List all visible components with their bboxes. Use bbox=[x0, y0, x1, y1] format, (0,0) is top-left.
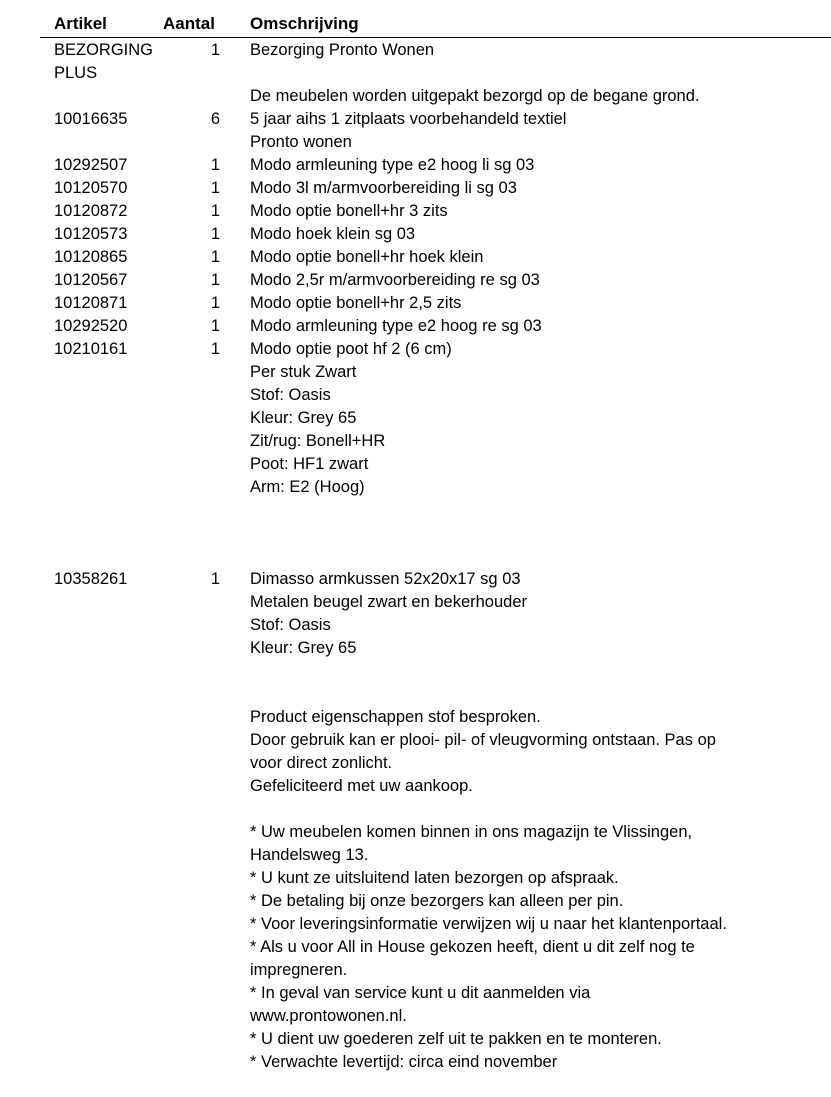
notes-block bbox=[0, 706, 831, 1074]
table-row bbox=[0, 246, 831, 269]
description-line: Poot: HF1 zwart bbox=[250, 455, 369, 473]
quantity: 1 bbox=[210, 248, 220, 266]
table-row bbox=[0, 568, 831, 660]
description-line: Per stuk Zwart bbox=[250, 363, 357, 381]
header-aantal: Aantal bbox=[163, 14, 215, 33]
table-row bbox=[0, 154, 831, 177]
description-line: Modo optie poot hf 2 (6 cm) bbox=[250, 340, 452, 358]
quantity: 1 bbox=[210, 271, 220, 289]
table-row bbox=[0, 315, 831, 338]
bullet-line: * Uw meubelen komen binnen in ons magazijn te Vlissingen, bbox=[250, 823, 693, 841]
description-line: Modo optie bonell+hr 2,5 zits bbox=[250, 294, 462, 312]
spacer bbox=[0, 545, 831, 568]
table-row bbox=[0, 200, 831, 223]
quantity: 1 bbox=[210, 340, 220, 358]
article-code: 10120573 bbox=[54, 225, 128, 243]
header-divider bbox=[40, 37, 831, 38]
note-line: voor direct zonlicht. bbox=[250, 754, 393, 772]
description-line: Modo 3l m/armvoorbereiding li sg 03 bbox=[250, 179, 517, 197]
article-code: 10358261 bbox=[54, 570, 128, 588]
description bbox=[250, 39, 825, 108]
description-line: Modo armleuning type e2 hoog li sg 03 bbox=[250, 156, 535, 174]
description-line: Stof: Oasis bbox=[250, 386, 331, 404]
bullet-line: * U dient uw goederen zelf uit te pakken en te monteren. bbox=[250, 1030, 662, 1048]
quantity: 1 bbox=[210, 225, 220, 243]
table-row bbox=[0, 39, 831, 108]
bullet-line: * Voor leveringsinformatie verwijzen wij u naar het klantenportaal. bbox=[250, 915, 727, 933]
article-code: 10120570 bbox=[54, 179, 128, 197]
table-row bbox=[0, 223, 831, 246]
article-code: 10210161 bbox=[54, 340, 128, 358]
description-line: Bezorging Pronto Wonen bbox=[250, 41, 435, 59]
spacer bbox=[0, 499, 831, 545]
bullet-line: * Als u voor All in House gekozen heeft, dient u dit zelf nog te bbox=[250, 938, 695, 956]
description bbox=[250, 223, 825, 246]
order-lines bbox=[0, 39, 831, 1074]
note-line: Door gebruik kan er plooi- pil- of vleugvorming ontstaan. Pas op bbox=[250, 731, 716, 749]
description bbox=[250, 292, 825, 315]
quantity: 1 bbox=[210, 179, 220, 197]
description bbox=[250, 177, 825, 200]
description-line: Arm: E2 (Hoog) bbox=[250, 478, 365, 496]
quantity: 1 bbox=[210, 317, 220, 335]
article-code: BEZORGING PLUS bbox=[54, 41, 154, 82]
description-line bbox=[250, 62, 825, 85]
description-line: Dimasso armkussen 52x20x17 sg 03 bbox=[250, 570, 521, 588]
description-line: 5 jaar aihs 1 zitplaats voorbehandeld textiel bbox=[250, 110, 567, 128]
description bbox=[250, 269, 825, 292]
article-code: 10120567 bbox=[54, 271, 128, 289]
spacer bbox=[0, 660, 831, 706]
description-line: Zit/rug: Bonell+HR bbox=[250, 432, 386, 450]
description-line: Stof: Oasis bbox=[250, 616, 331, 634]
note-line: Gefeliciteerd met uw aankoop. bbox=[250, 777, 473, 795]
article-code: 10016635 bbox=[54, 110, 128, 128]
header-omschrijving: Omschrijving bbox=[250, 14, 359, 33]
quantity: 1 bbox=[210, 41, 220, 59]
bullet-line: impregneren. bbox=[250, 961, 348, 979]
description bbox=[250, 108, 825, 154]
article-code: 10120865 bbox=[54, 248, 128, 266]
table-header bbox=[0, 10, 831, 40]
quantity: 6 bbox=[210, 110, 220, 128]
table-row bbox=[0, 292, 831, 315]
table-row bbox=[0, 108, 831, 154]
table-row bbox=[0, 269, 831, 292]
description bbox=[250, 568, 825, 660]
description bbox=[250, 246, 825, 269]
description-line: Modo armleuning type e2 hoog re sg 03 bbox=[250, 317, 542, 335]
description-line: Kleur: Grey 65 bbox=[250, 639, 357, 657]
quantity: 1 bbox=[210, 156, 220, 174]
article-code: 10120871 bbox=[54, 294, 128, 312]
bullet-line: www.prontowonen.nl. bbox=[250, 1007, 407, 1025]
description-line: Modo optie bonell+hr 3 zits bbox=[250, 202, 448, 220]
description-line: Metalen beugel zwart en bekerhouder bbox=[250, 593, 528, 611]
article-code: 10292520 bbox=[54, 317, 128, 335]
bullet-line: * Verwachte levertijd: circa eind november bbox=[250, 1053, 558, 1071]
description-line: Modo 2,5r m/armvoorbereiding re sg 03 bbox=[250, 271, 540, 289]
quantity: 1 bbox=[210, 294, 220, 312]
article-code: 10120872 bbox=[54, 202, 128, 220]
spacer bbox=[250, 798, 825, 821]
table-row bbox=[0, 338, 831, 499]
description-line: Pronto wonen bbox=[250, 133, 352, 151]
bullet-line: * In geval van service kunt u dit aanmelden via bbox=[250, 984, 591, 1002]
quantity: 1 bbox=[210, 202, 220, 220]
header-artikel: Artikel bbox=[54, 14, 107, 33]
note-line: Product eigenschappen stof besproken. bbox=[250, 708, 541, 726]
description bbox=[250, 200, 825, 223]
bullet-line: * De betaling bij onze bezorgers kan alleen per pin. bbox=[250, 892, 624, 910]
quantity: 1 bbox=[210, 570, 220, 588]
description-line: Modo hoek klein sg 03 bbox=[250, 225, 416, 243]
bullet-line: Handelsweg 13. bbox=[250, 846, 369, 864]
article-code: 10292507 bbox=[54, 156, 128, 174]
description bbox=[250, 154, 825, 177]
description bbox=[250, 338, 825, 499]
description bbox=[250, 315, 825, 338]
description-line: Kleur: Grey 65 bbox=[250, 409, 357, 427]
bullet-line: * U kunt ze uitsluitend laten bezorgen op afspraak. bbox=[250, 869, 619, 887]
table-row bbox=[0, 177, 831, 200]
description-line: De meubelen worden uitgepakt bezorgd op de begane grond. bbox=[250, 87, 700, 105]
description-line: Modo optie bonell+hr hoek klein bbox=[250, 248, 484, 266]
